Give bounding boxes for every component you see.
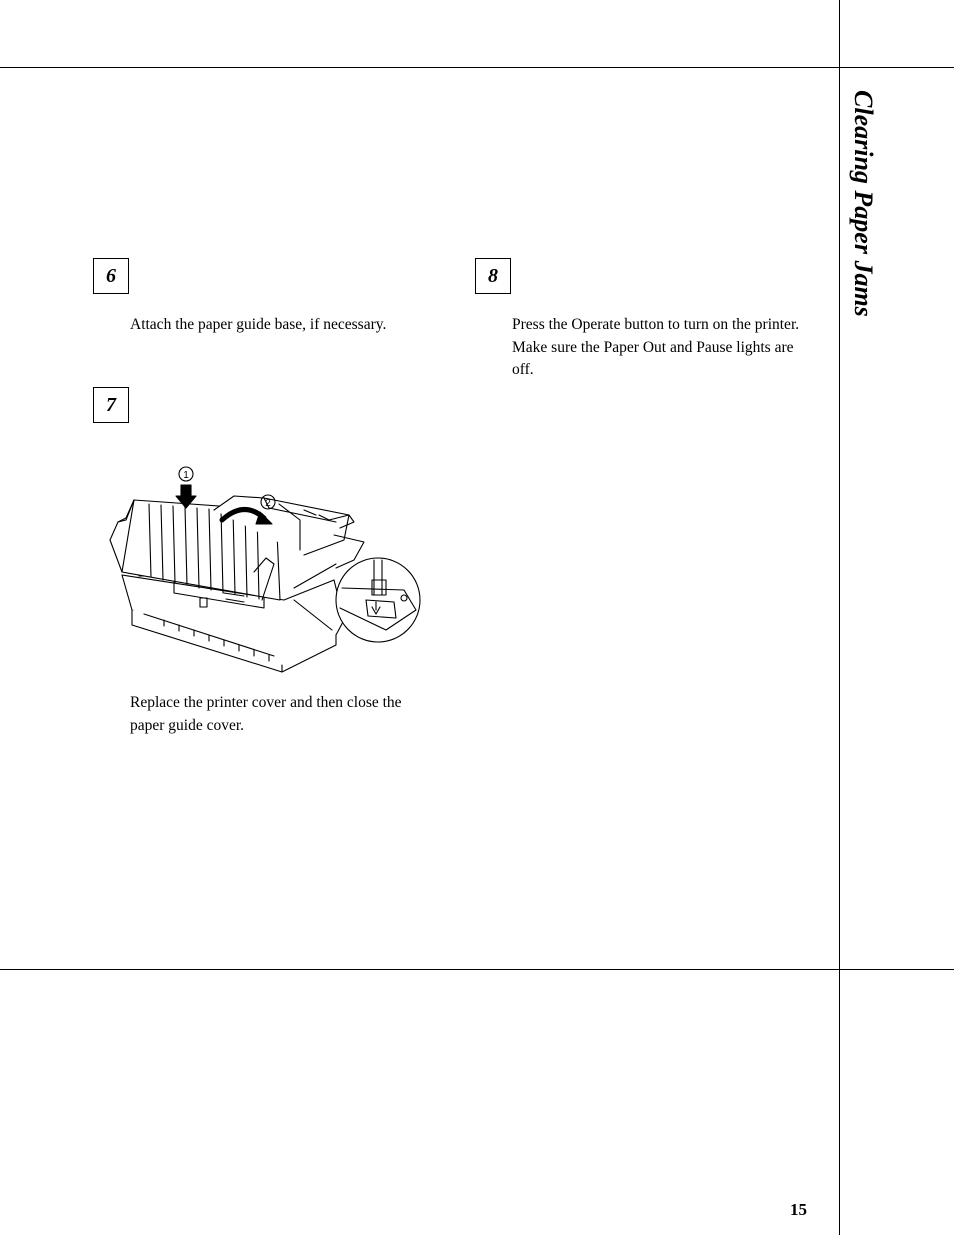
margin-rule — [839, 0, 840, 1235]
callout-1-label: 1 — [183, 470, 189, 481]
step-6-text: Attach the paper guide base, if necessary. — [130, 316, 387, 333]
section-tab — [849, 90, 880, 317]
step-6-number: 6 — [93, 258, 129, 294]
step-8-text: Press the Operate button to turn on the printer. Make sure the Paper Out and Pause lights are off. — [512, 316, 800, 378]
step-8-number: 8 — [475, 258, 511, 294]
step-7-text: Replace the printer cover and then close the paper guide cover. — [130, 694, 402, 734]
top-rule — [0, 67, 954, 68]
page-number: 15 — [790, 1200, 807, 1219]
printer-illustration — [104, 460, 424, 675]
step-7-number: 7 — [93, 387, 129, 423]
printer-drawing — [104, 460, 424, 675]
callout-2-label: 2 — [265, 498, 271, 509]
section-title: Clearing Paper Jams — [849, 90, 878, 317]
bottom-rule — [0, 969, 954, 970]
